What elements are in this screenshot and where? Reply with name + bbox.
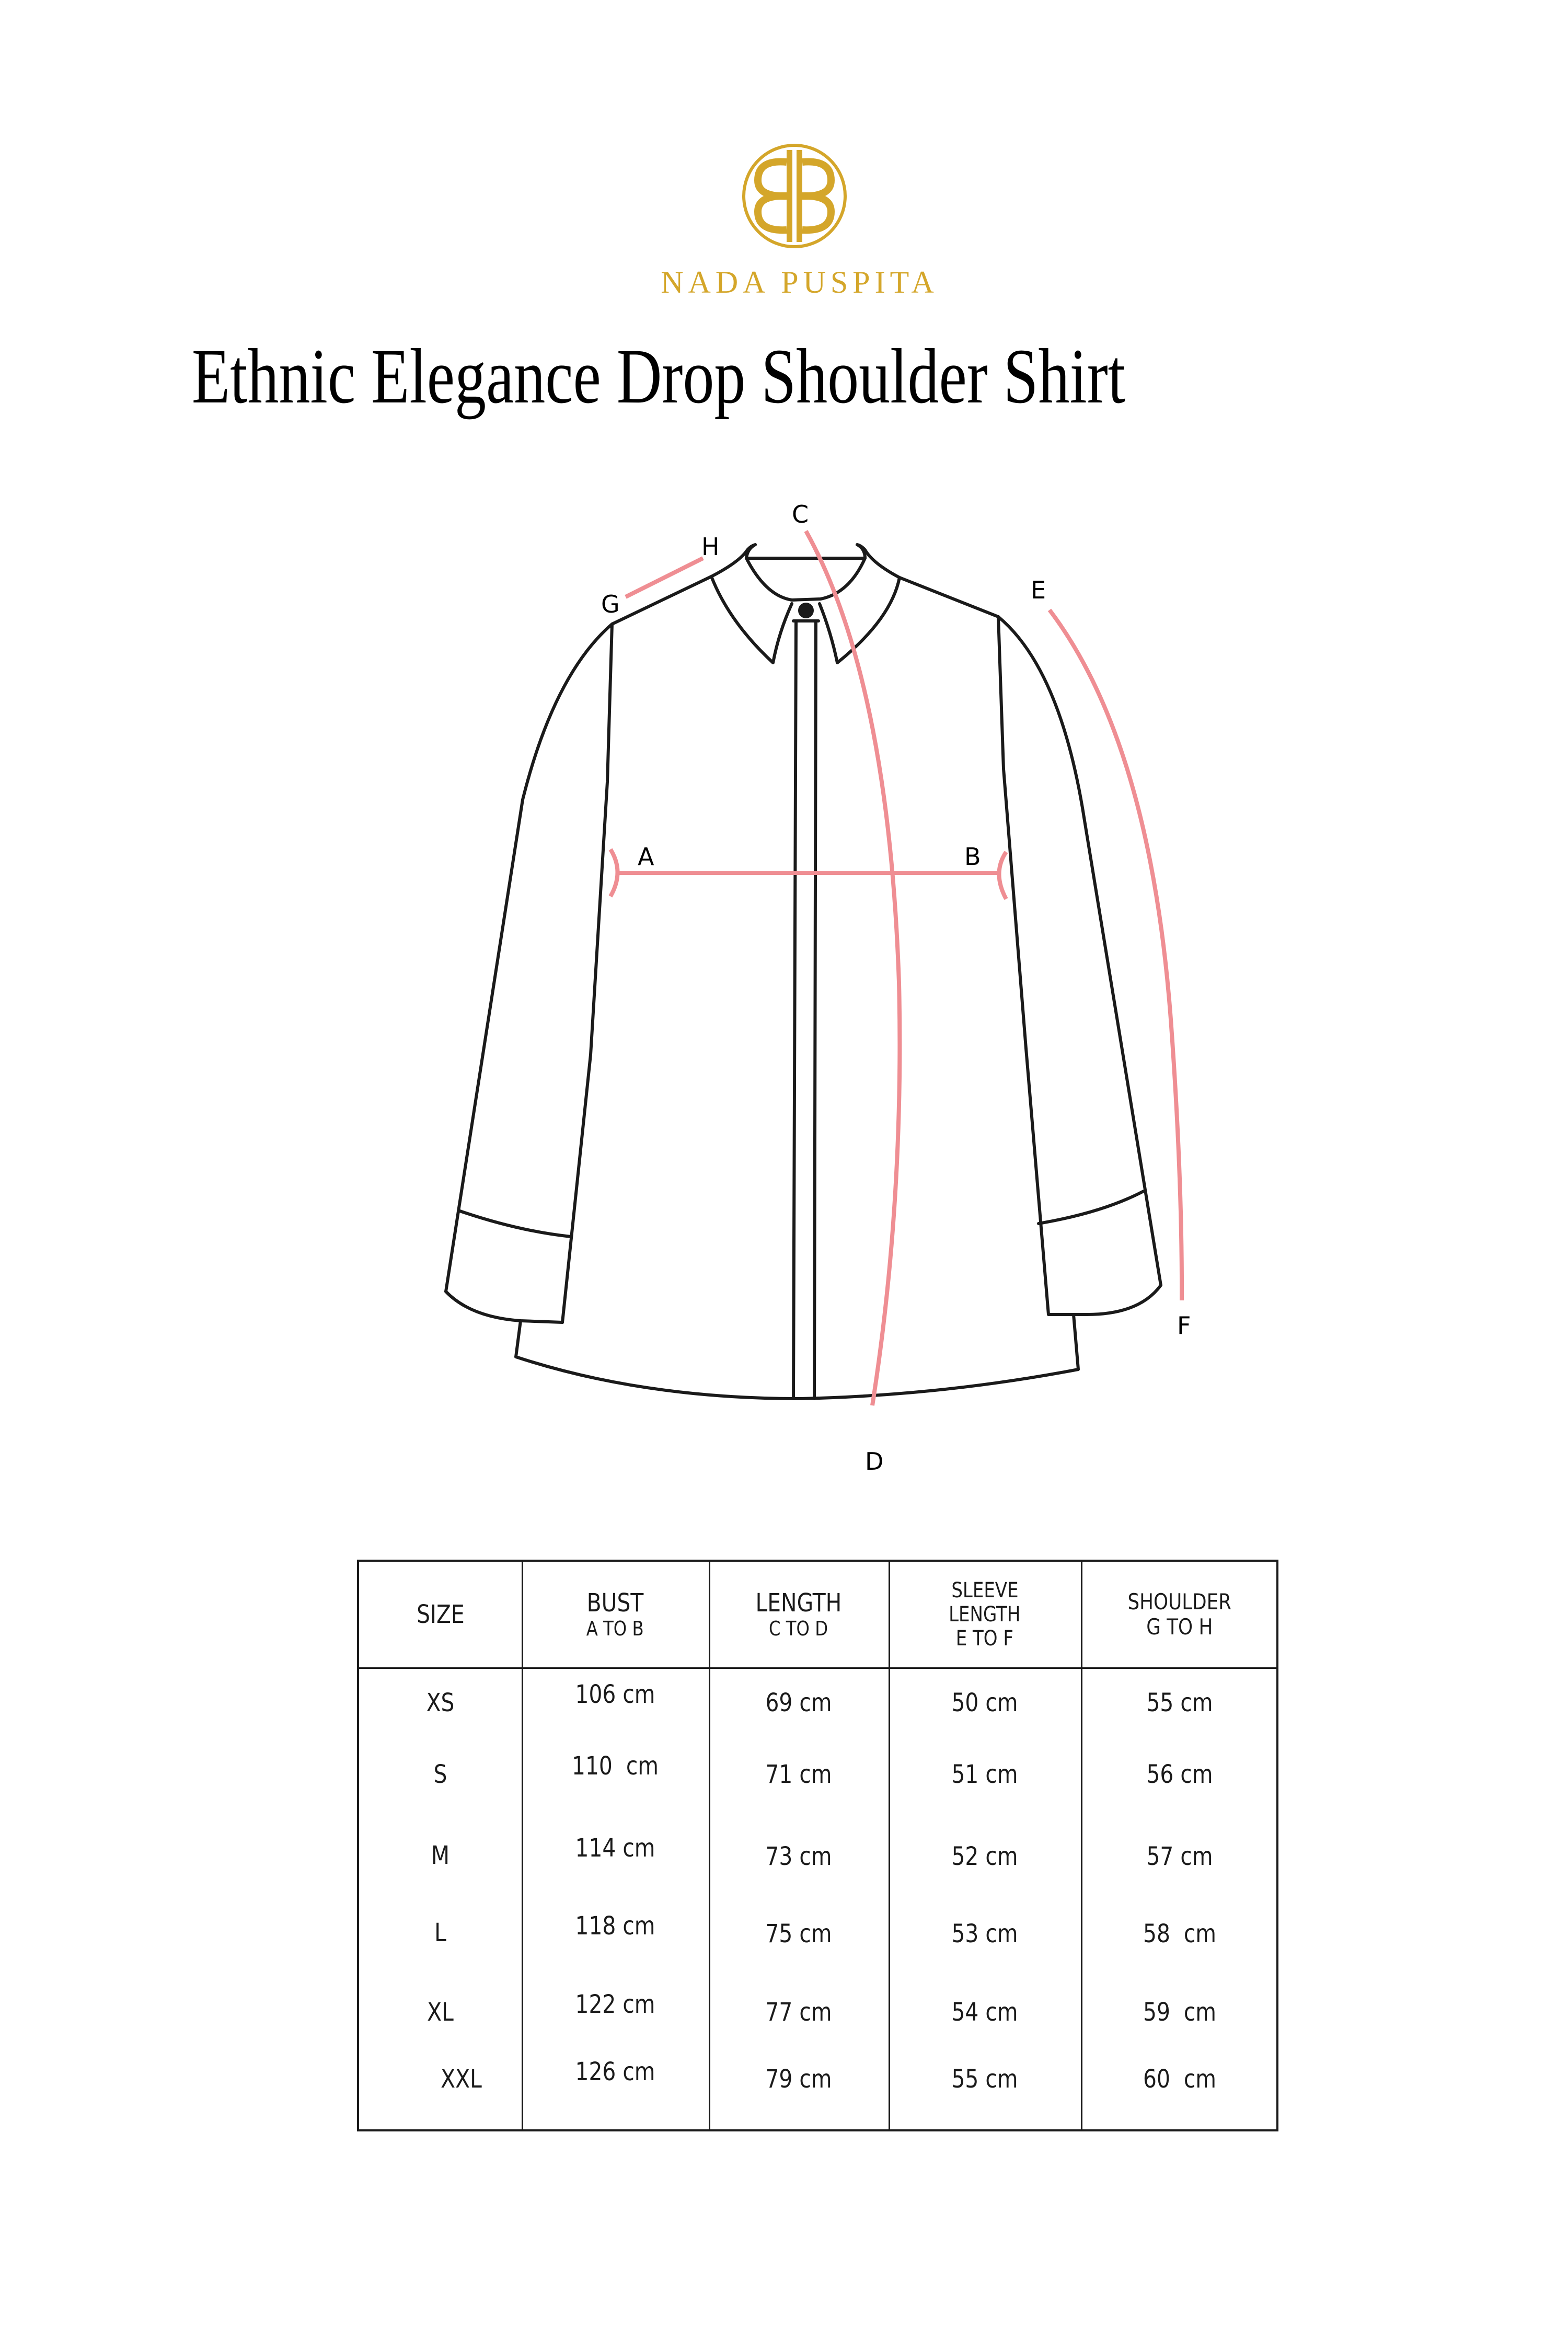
cell-length: 79 cm xyxy=(765,2065,832,2094)
sleeve-measure-line xyxy=(1050,610,1182,1300)
header-length-sub: C TO D xyxy=(769,1617,828,1640)
header-size-label: SIZE xyxy=(416,1600,465,1629)
label-d: D xyxy=(865,1447,884,1475)
header-length-label: LENGTH xyxy=(755,1588,842,1618)
header-sleeve-label-2: LENGTH xyxy=(949,1602,1021,1627)
cell-size: L xyxy=(434,1918,446,1947)
cell-length: 69 cm xyxy=(765,1688,832,1717)
cell-length: 77 cm xyxy=(765,1998,832,2027)
measurement-lines xyxy=(610,531,1182,1405)
cell-bust: 106 cm xyxy=(575,1680,655,1709)
product-title: Ethnic Elegance Drop Shoulder Shirt xyxy=(191,333,1126,420)
cell-shoulder: 57 cm xyxy=(1146,1842,1213,1871)
cell-sleeve: 53 cm xyxy=(951,1919,1018,1949)
cell-bust: 122 cm xyxy=(575,1990,655,2019)
cell-bust: 110 cm xyxy=(572,1751,659,1781)
cell-size: S xyxy=(433,1760,447,1789)
cell-bust: 114 cm xyxy=(575,1834,655,1863)
cell-sleeve: 52 cm xyxy=(951,1842,1018,1871)
cell-sleeve: 51 cm xyxy=(951,1760,1018,1789)
header-shoulder xyxy=(1081,1562,1278,1667)
cell-sleeve: 55 cm xyxy=(951,2065,1018,2094)
header-shoulder-sub: G TO H xyxy=(1146,1614,1213,1640)
cell-length: 71 cm xyxy=(765,1760,832,1789)
brand-name: NADA PUSPITA xyxy=(661,265,939,299)
header-divider xyxy=(359,1667,1276,1669)
cell-size: XL xyxy=(427,1998,454,2027)
cell-length: 73 cm xyxy=(765,1842,832,1871)
header-sleeve xyxy=(889,1562,1081,1667)
bust-left-bracket xyxy=(610,849,618,896)
cell-shoulder: 60 cm xyxy=(1143,2065,1217,2094)
cell-sleeve: 54 cm xyxy=(951,1998,1018,2027)
cell-size: XS xyxy=(426,1688,455,1717)
cell-shoulder: 55 cm xyxy=(1146,1688,1213,1717)
size-chart-table xyxy=(357,1560,1278,2131)
shoulder-measure-line xyxy=(626,558,703,597)
shirt-outline xyxy=(446,545,1161,1399)
length-measure-line xyxy=(806,531,900,1405)
header-shoulder-label: SHOULDER xyxy=(1127,1589,1232,1615)
label-c: C xyxy=(792,500,809,528)
header-bust-sub: A TO B xyxy=(586,1617,644,1640)
label-g: G xyxy=(601,590,620,618)
label-a: A xyxy=(638,843,654,871)
cell-sleeve: 50 cm xyxy=(951,1688,1018,1717)
cell-size: M xyxy=(431,1841,450,1870)
cell-size: XXL xyxy=(441,2065,482,2094)
cell-shoulder: 56 cm xyxy=(1146,1760,1213,1789)
label-b: B xyxy=(964,843,981,871)
cell-bust: 118 cm xyxy=(575,1911,655,1941)
header-bust xyxy=(522,1562,709,1667)
collar-button-icon xyxy=(798,603,814,618)
cell-bust: 126 cm xyxy=(575,2057,655,2086)
label-h: H xyxy=(701,533,720,561)
header-length xyxy=(709,1562,889,1667)
header-sleeve-label-1: SLEEVE xyxy=(951,1578,1019,1602)
header-bust-label: BUST xyxy=(586,1588,644,1618)
header-sleeve-sub: E TO F xyxy=(955,1627,1014,1651)
bust-right-bracket xyxy=(999,852,1007,899)
header-size xyxy=(359,1562,522,1667)
label-e: E xyxy=(1031,576,1046,604)
label-f: F xyxy=(1177,1311,1191,1340)
cell-length: 75 cm xyxy=(765,1919,832,1949)
cell-shoulder: 58 cm xyxy=(1143,1919,1217,1949)
cell-shoulder: 59 cm xyxy=(1143,1998,1217,2027)
